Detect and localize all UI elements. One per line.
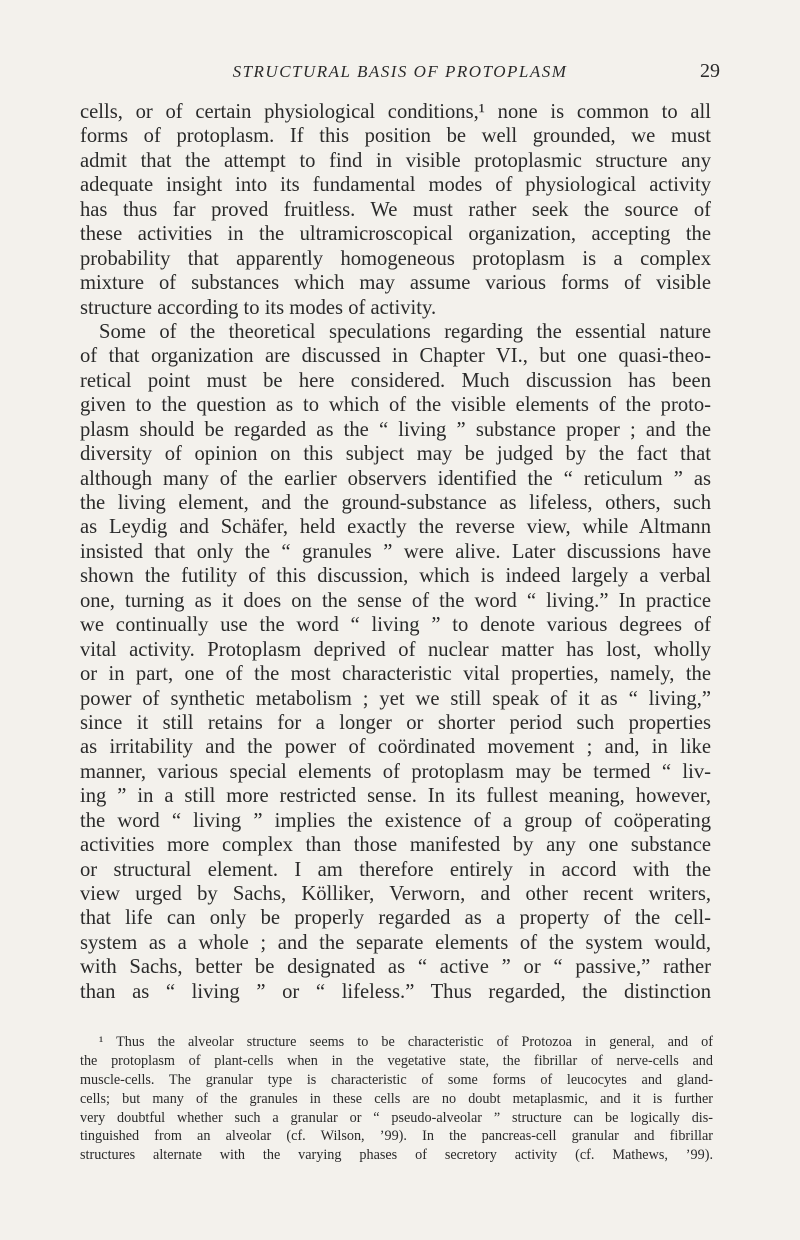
text-line: or in part, one of the most characteristic vital properties, namely, the <box>80 663 711 686</box>
text-line: as Leydig and Schäfer, held exactly the reverse view, while Altmann <box>80 516 711 539</box>
text-line: has thus far proved fruitless. We must rather seek the source of <box>80 198 711 221</box>
text-line: since it still retains for a longer or shorter period such properties <box>80 711 711 734</box>
text-line: insisted that only the “ granules ” were alive. Later discussions have <box>80 540 711 563</box>
text-line: power of synthetic metabolism ; yet we still speak of it as “ living,” <box>80 687 711 710</box>
text-line: retical point must be here considered. Much discussion has been <box>80 369 711 392</box>
page-number: 29 <box>700 60 720 82</box>
text-line: than as “ living ” or “ lifeless.” Thus regarded, the distinction <box>80 980 711 1003</box>
text-line: vital activity. Protoplasm deprived of nuclear matter has lost, wholly <box>80 638 711 661</box>
footnote-line: muscle-cells. The granular type is characteristic of some forms of leucocytes and gland- <box>80 1071 713 1088</box>
text-line: system as a whole ; and the separate elements of the system would, <box>80 931 711 954</box>
text-line: shown the futility of this discussion, which is indeed largely a verbal <box>80 565 711 588</box>
text-line: of that organization are discussed in Chapter VI., but one quasi-theo- <box>80 345 711 368</box>
text-line: with Sachs, better be designated as “ active ” or “ passive,” rather <box>80 956 711 979</box>
text-line: adequate insight into its fundamental modes of physiological activity <box>80 174 711 197</box>
body-text <box>80 100 711 1004</box>
text-line: view urged by Sachs, Kölliker, Verworn, and other recent writers, <box>80 883 711 905</box>
footnote-line: ¹ Thus the alveolar structure seems to be characteristic of Protozoa in general, and of <box>99 1034 713 1050</box>
text-line: we continually use the word “ living ” to denote various degrees of <box>80 614 711 637</box>
text-line: plasm should be regarded as the “ living ” substance proper ; and the <box>80 418 711 441</box>
page-header <box>0 62 800 92</box>
text-line: or structural element. I am therefore entirely in accord with the <box>80 858 711 881</box>
text-line: these activities in the ultramicroscopical organization, accepting the <box>80 223 711 246</box>
footnote-line: cells; but many of the granules in these cells are no doubt metaplasmic, and it is further <box>80 1090 713 1107</box>
text-line: the word “ living ” implies the existence of a group of coöperating <box>80 809 711 832</box>
text-line: Some of the theoretical speculations regarding the essential nature <box>99 320 711 343</box>
text-line: as irritability and the power of coördinated movement ; and, in like <box>80 736 711 759</box>
footnotes <box>80 1033 713 1165</box>
text-line: although many of the earlier observers identified the “ reticulum ” as <box>80 467 711 490</box>
text-line: given to the question as to which of the visible elements of the proto- <box>80 394 711 417</box>
footnote-line: structures alternate with the varying phases of secretory activity (cf. Mathews, ’99). <box>80 1147 713 1164</box>
running-head: STRUCTURAL BASIS OF PROTOPLASM <box>232 62 568 81</box>
footnote-line: very doubtful whether such a granular or “ pseudo-alveolar ” structure can be logically dis- <box>80 1109 713 1126</box>
text-line: manner, various special elements of protoplasm may be termed “ liv- <box>80 760 711 783</box>
text-line: mixture of substances which may assume various forms of visible <box>80 272 711 295</box>
text-line: diversity of opinion on this subject may be judged by the fact that <box>80 443 711 466</box>
text-line: that life can only be properly regarded as a property of the cell- <box>80 907 711 930</box>
text-line: activities more complex than those manifested by any one substance <box>80 834 711 857</box>
footnote-line: the protoplasm of plant-cells when in the vegetative state, the fibrillar of nerve-cells and <box>80 1052 713 1069</box>
text-line: admit that the attempt to find in visible protoplasmic structure any <box>80 149 711 172</box>
text-line: cells, or of certain physiological conditions,¹ none is common to all <box>80 101 711 123</box>
text-line: forms of protoplasm. If this position be well grounded, we must <box>80 125 711 148</box>
footnote-line: tinguished from an alveolar (cf. Wilson, ’99). In the pancreas-cell granular and fibrillar <box>80 1128 713 1145</box>
text-line: ing ” in a still more restricted sense. In its fullest meaning, however, <box>80 785 711 808</box>
text-line: the living element, and the ground-substance as lifeless, others, such <box>80 492 711 514</box>
text-line: probability that apparently homogeneous protoplasm is a complex <box>80 247 711 270</box>
text-line: one, turning as it does on the sense of the word “ living.” In practice <box>80 589 711 612</box>
text-line: structure according to its modes of activity. <box>80 296 437 319</box>
